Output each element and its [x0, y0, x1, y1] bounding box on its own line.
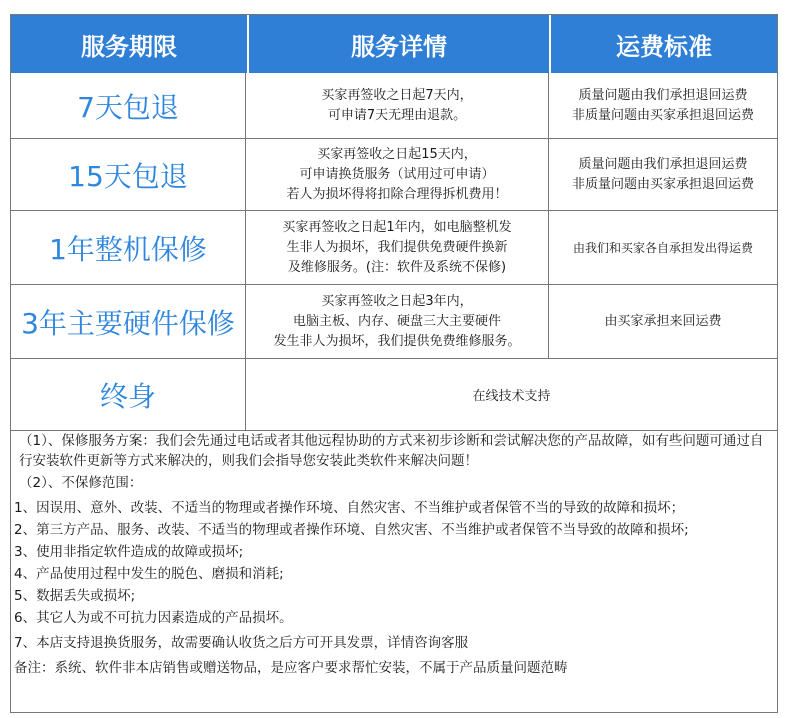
- table-body: [11, 73, 777, 431]
- detail-line: 发生非人为损坏，我们提供免费维修服务。: [273, 333, 521, 349]
- exclusion-item: 6、其它人为或不可抗力因素造成的产品损坏。: [14, 610, 293, 626]
- detail-line: 电脑主板、内存、硬盘三大主要硬件: [292, 313, 501, 329]
- table-row: [11, 359, 777, 431]
- shipping-line: 由我们和买家各自承担发出得运费: [572, 240, 753, 255]
- service-term: 7天包退: [11, 73, 246, 138]
- service-details: [246, 285, 549, 358]
- detail-line: 及维修服务。(注：软件及系统不保修): [287, 259, 507, 275]
- detail-line: 买家再签收之日起15天内，: [317, 146, 477, 162]
- shipping-line: 非质量问题由买家承担退回运费: [571, 107, 754, 123]
- table-row: [11, 211, 777, 285]
- shipping-line: 质量问题由我们承担退回运费: [578, 156, 748, 172]
- service-details: [246, 73, 549, 138]
- service-term: 3年主要硬件保修: [11, 285, 246, 358]
- exclusion-item: 3、使用非指定软件造成的故障或损坏;: [14, 544, 244, 560]
- table-row: [11, 73, 777, 139]
- service-term: 15天包退: [11, 139, 246, 210]
- note-exclusions-heading: （2）、不保修范围：: [19, 475, 143, 491]
- service-details: [246, 211, 549, 284]
- exclusion-item: 4、产品使用过程中发生的脱色、磨损和消耗;: [14, 566, 284, 582]
- shipping-standard: [549, 73, 777, 138]
- table-row: [11, 139, 777, 211]
- detail-line: 若人为损坏得将扣除合理得拆机费用！: [286, 186, 508, 202]
- shipping-standard: [549, 211, 777, 284]
- detail-line: 买家再签收之日起1年内，如电脑整机发: [282, 219, 512, 235]
- note-warranty-plan: （1）、保修服务方案：我们会先通过电话或者其他远程协助的方式来初步诊断和尝试解决您的产品故障，如有些问题可通过自行安装软件更新等方式来解决的，则我们会指导您安装此类软件来解决问题！: [19, 433, 764, 469]
- exclusion-item: 1、因误用、意外、改装、不适当的物理或者操作环境、自然灾害、不当维护或者保管不当的导致的故障和损坏；: [14, 500, 685, 516]
- detail-line: 买家再签收之日起3年内，: [321, 293, 473, 309]
- shipping-standard: [549, 139, 777, 210]
- shipping-line: 非质量问题由买家承担退回运费: [571, 176, 754, 192]
- detail-line: 可申请7天无理由退款。: [327, 107, 467, 123]
- detail-line: 可申请换货服务（试用过可申请）: [299, 166, 495, 182]
- note-remark: 备注：系统、软件非本店销售或赠送物品，是应客户要求帮忙安装，不属于产品质量问题范畴: [14, 660, 568, 676]
- exclusion-item: 7、本店支持退换货服务，故需要确认收货之后方可开具发票，详情咨询客服: [14, 635, 469, 651]
- shipping-line: 由买家承担来回运费: [604, 313, 722, 329]
- table-header: [11, 15, 777, 73]
- exclusion-item: 5、数据丢失或损坏;: [14, 588, 136, 604]
- header-service-details: 服务详情: [247, 15, 549, 73]
- header-service-term: 服务期限: [11, 15, 247, 73]
- service-details-merged: 在线技术支持: [472, 389, 551, 404]
- service-term: 1年整机保修: [11, 211, 246, 284]
- detail-line: 生非人为损坏，我们提供免费硬件换新: [286, 239, 508, 255]
- exclusion-item: 2、第三方产品、服务、改装、不适当的物理或者操作环境、自然灾害、不当维护或者保管不当导致的故障和损坏;: [14, 522, 689, 538]
- shipping-standard: [549, 285, 777, 358]
- service-details: [246, 139, 549, 210]
- header-shipping-standard: 运费标准: [549, 15, 777, 73]
- service-policy-table: [10, 14, 778, 713]
- notes-section: [11, 431, 777, 678]
- service-term: 终身: [11, 359, 246, 430]
- detail-line: 买家再签收之日起7天内，: [321, 87, 473, 103]
- shipping-line: 质量问题由我们承担退回运费: [578, 87, 748, 103]
- table-row: [11, 285, 777, 359]
